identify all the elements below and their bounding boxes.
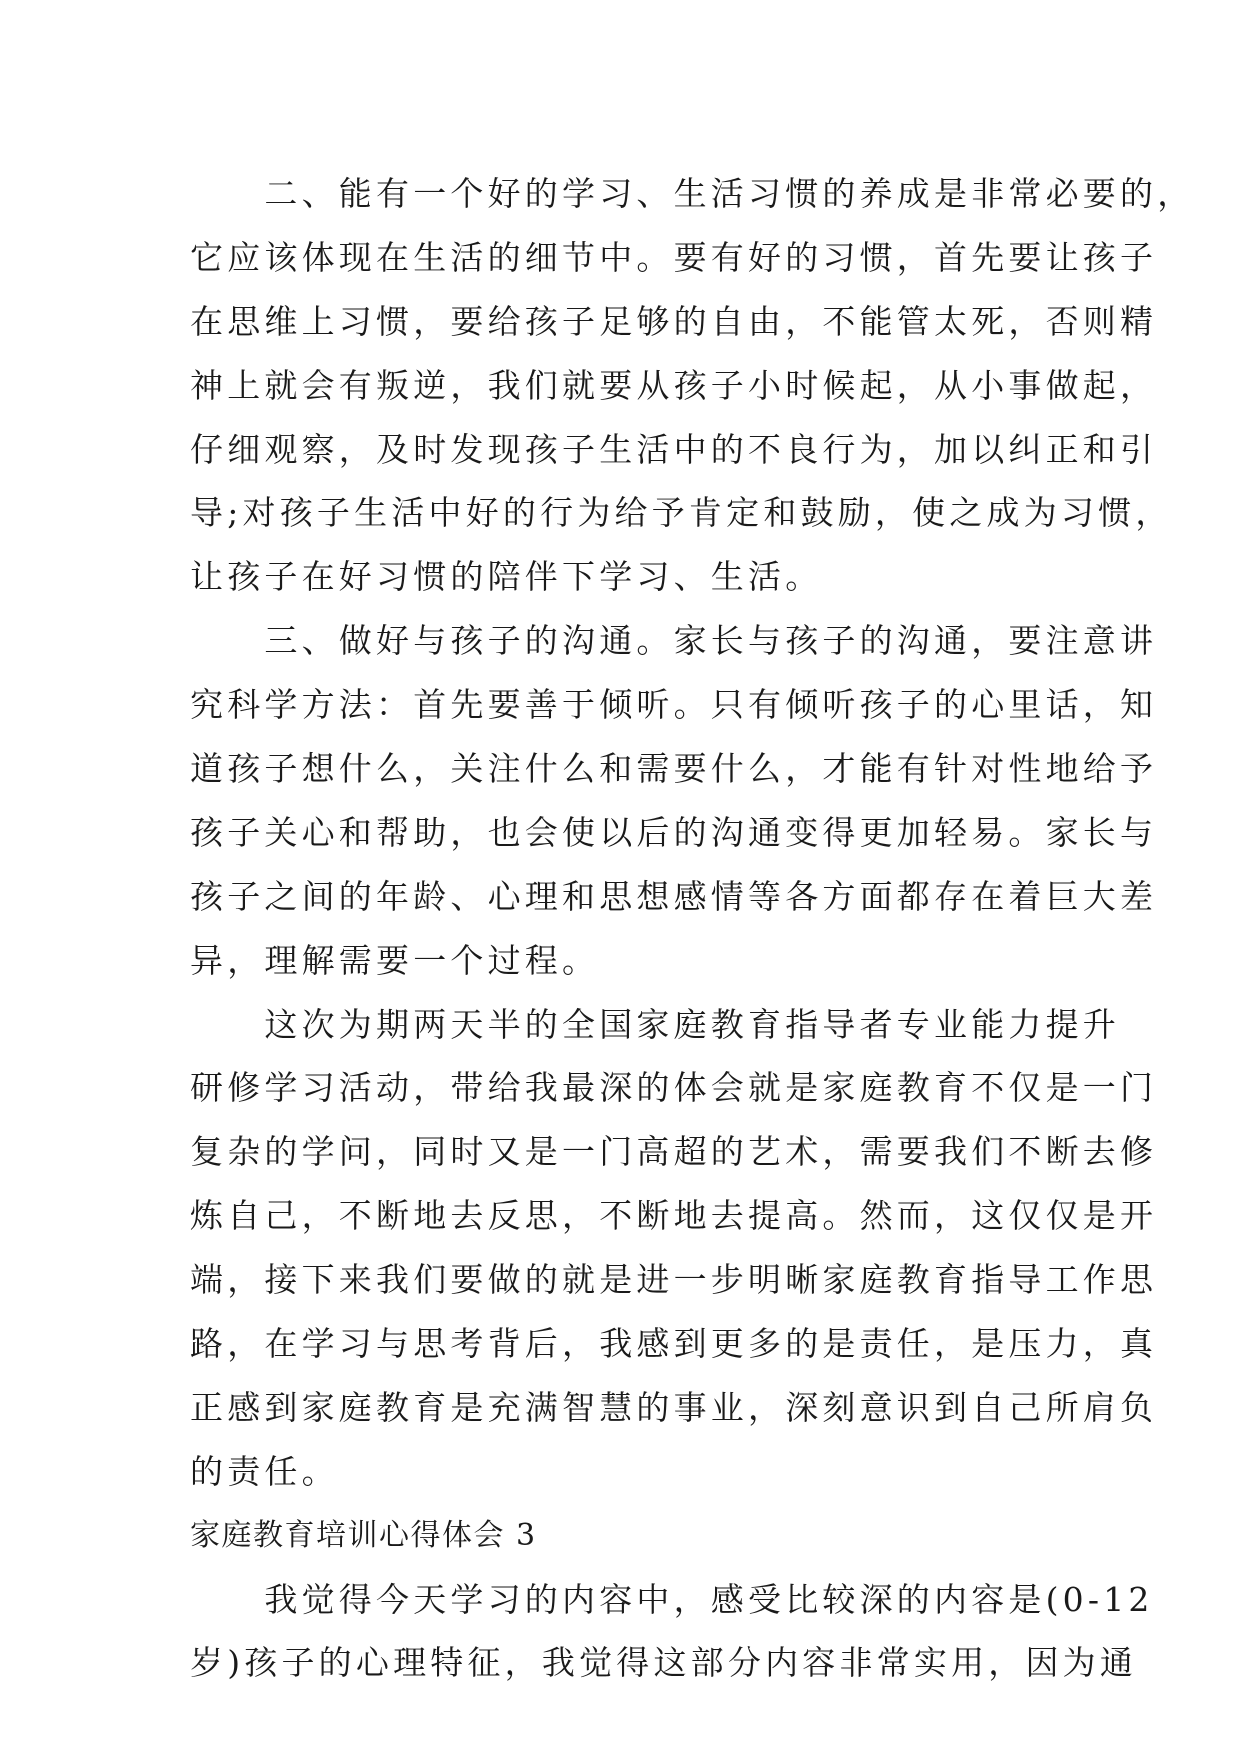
- text-line: 的责任。: [190, 1451, 339, 1491]
- text-line: 我觉得今天学习的内容中，感受比较深的内容是(0-12: [190, 1579, 1154, 1619]
- text-line: 炼自己，不断地去反思，不断地去提高。然而，这仅仅是开: [190, 1196, 1158, 1236]
- text-line: 正感到家庭教育是充满智慧的事业，深刻意识到自己所肩负: [190, 1387, 1158, 1427]
- text-line: 三、做好与孩子的沟通。家长与孩子的沟通，要注意讲: [190, 621, 1158, 661]
- text-line: 究科学方法：首先要善于倾听。只有倾听孩子的心里话，知: [190, 685, 1158, 725]
- text-line: 端，接下来我们要做的就是进一步明晰家庭教育指导工作思: [190, 1260, 1158, 1300]
- text-line: 这次为期两天半的全国家庭教育指导者专业能力提升: [190, 1004, 1120, 1044]
- text-line: 岁)孩子的心理特征，我觉得这部分内容非常实用，因为通: [190, 1643, 1138, 1683]
- text-line: 孩子关心和帮助，也会使以后的沟通变得更加轻易。家长与: [190, 812, 1158, 852]
- text-line: 道孩子想什么，关注什么和需要什么，才能有针对性地给予: [190, 749, 1158, 789]
- text-line: 在思维上习惯，要给孩子足够的自由，不能管太死，否则精: [190, 301, 1158, 341]
- section-heading: 家庭教育培训心得体会 3: [190, 1517, 537, 1553]
- text-line: 异，理解需要一个过程。: [190, 940, 600, 980]
- text-line: 二、能有一个好的学习、生活习惯的养成是非常必要的，: [190, 174, 1195, 213]
- text-line: 孩子之间的年龄、心理和思想感情等各方面都存在着巨大差: [190, 876, 1158, 916]
- text-line: 研修学习活动，带给我最深的体会就是家庭教育不仅是一门: [190, 1068, 1158, 1108]
- text-line: 仔细观察，及时发现孩子生活中的不良行为，加以纠正和引: [190, 429, 1158, 469]
- text-line: 它应该体现在生活的细节中。要有好的习惯，首先要让孩子: [190, 237, 1158, 277]
- text-line: 复杂的学问，同时又是一门高超的艺术，需要我们不断去修: [190, 1132, 1158, 1172]
- text-line: 神上就会有叛逆，我们就要从孩子小时候起，从小事做起，: [190, 365, 1158, 405]
- text-line: 导;对孩子生活中好的行为给予肯定和鼓励，使之成为习惯，: [190, 493, 1173, 533]
- document-body: [190, 162, 1195, 1695]
- text-line: 路，在学习与思考背后，我感到更多的是责任，是压力，真: [190, 1324, 1158, 1364]
- text-line: 让孩子在好习惯的陪伴下学习、生活。: [190, 557, 823, 597]
